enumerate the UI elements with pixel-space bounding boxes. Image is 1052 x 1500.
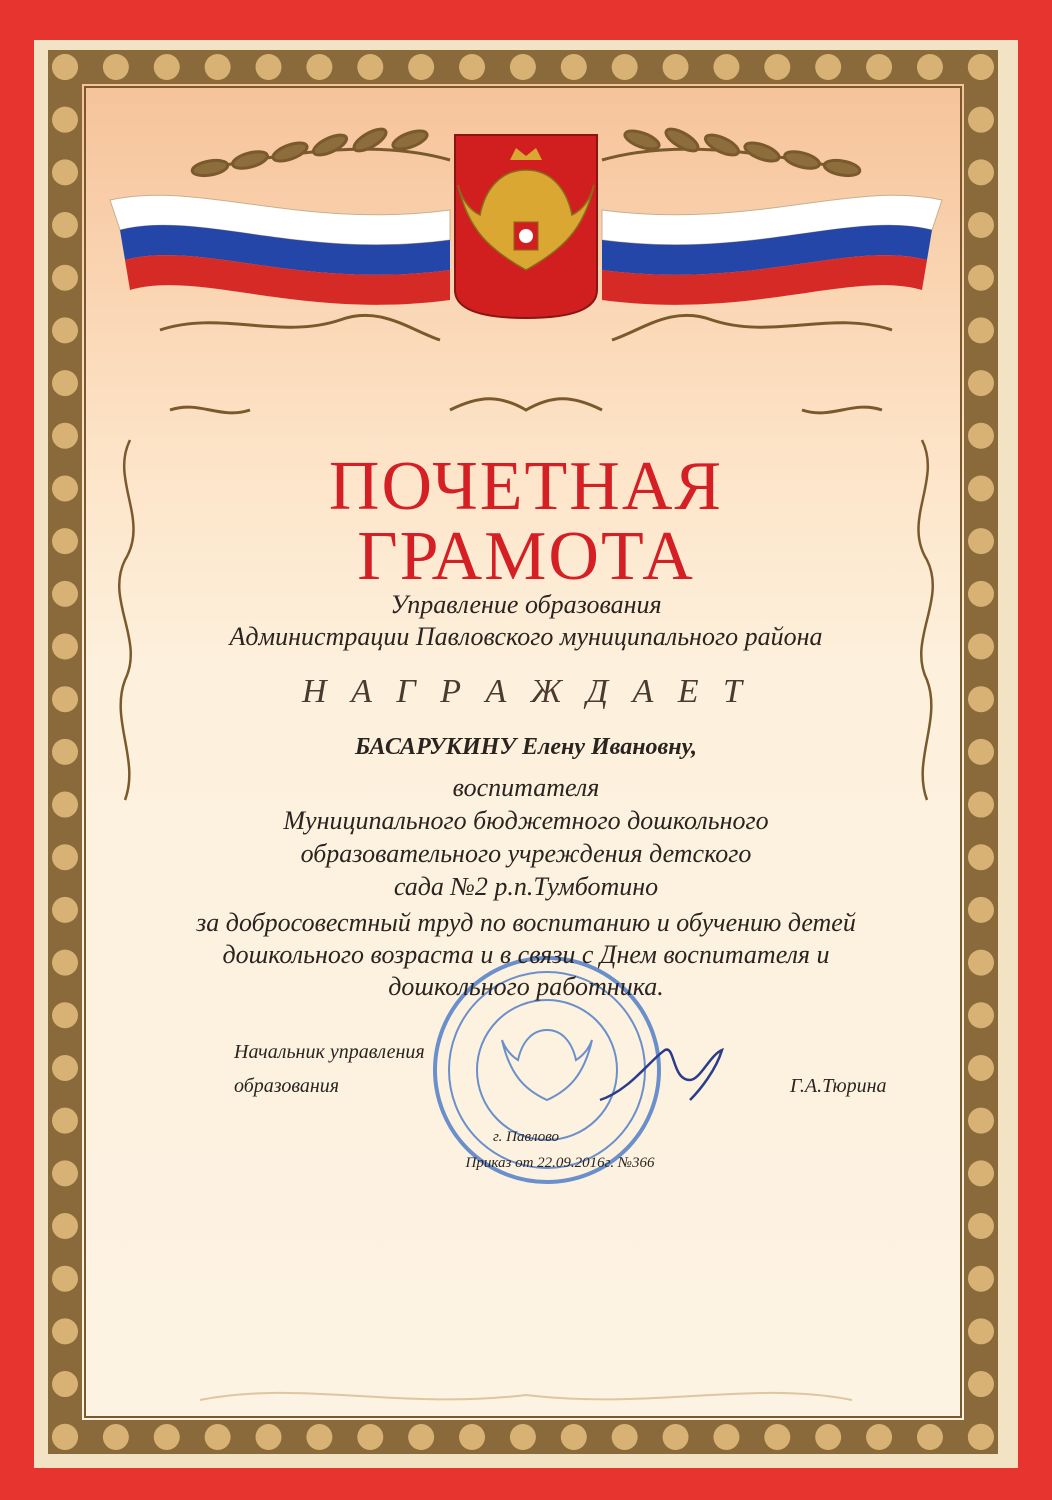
recipient-position: воспитателя: [452, 773, 600, 802]
organization-line1: Муниципального бюджетного дошкольного: [283, 806, 769, 835]
certificate-title-line1: ПОЧЕТНАЯ: [328, 448, 724, 525]
signatory-role-line1: Начальник управления: [234, 1041, 425, 1063]
organization-line2: образовательного учреждения детского: [300, 839, 752, 868]
signatory-role-line2: образования: [234, 1075, 340, 1097]
certificate-title-line2: ГРАМОТА: [357, 518, 695, 595]
issuer-line2: Администрации Павловского муниципального района: [229, 622, 823, 651]
reason-line3: дошкольного работника.: [388, 972, 664, 1001]
order-reference: Приказ от 22.09.2016г. №366: [465, 1155, 655, 1171]
organization-line3: сада №2 р.п.Тумботино: [393, 872, 659, 901]
issue-city: г. Павлово: [492, 1129, 560, 1145]
issuer-line1: Управление образования: [390, 590, 662, 619]
recipient-name: БАСАРУКИНУ Елену Ивановну,: [354, 734, 698, 760]
awards-heading: Н А Г Р А Ж Д А Е Т: [302, 673, 750, 710]
signatory-name: Г.А.Тюрина: [790, 1075, 887, 1097]
reason-line1: за добросовестный труд по воспитанию и обучению детей: [196, 908, 856, 937]
reason-line2: дошкольного возраста и в связи с Днем воспитателя и: [222, 940, 830, 969]
